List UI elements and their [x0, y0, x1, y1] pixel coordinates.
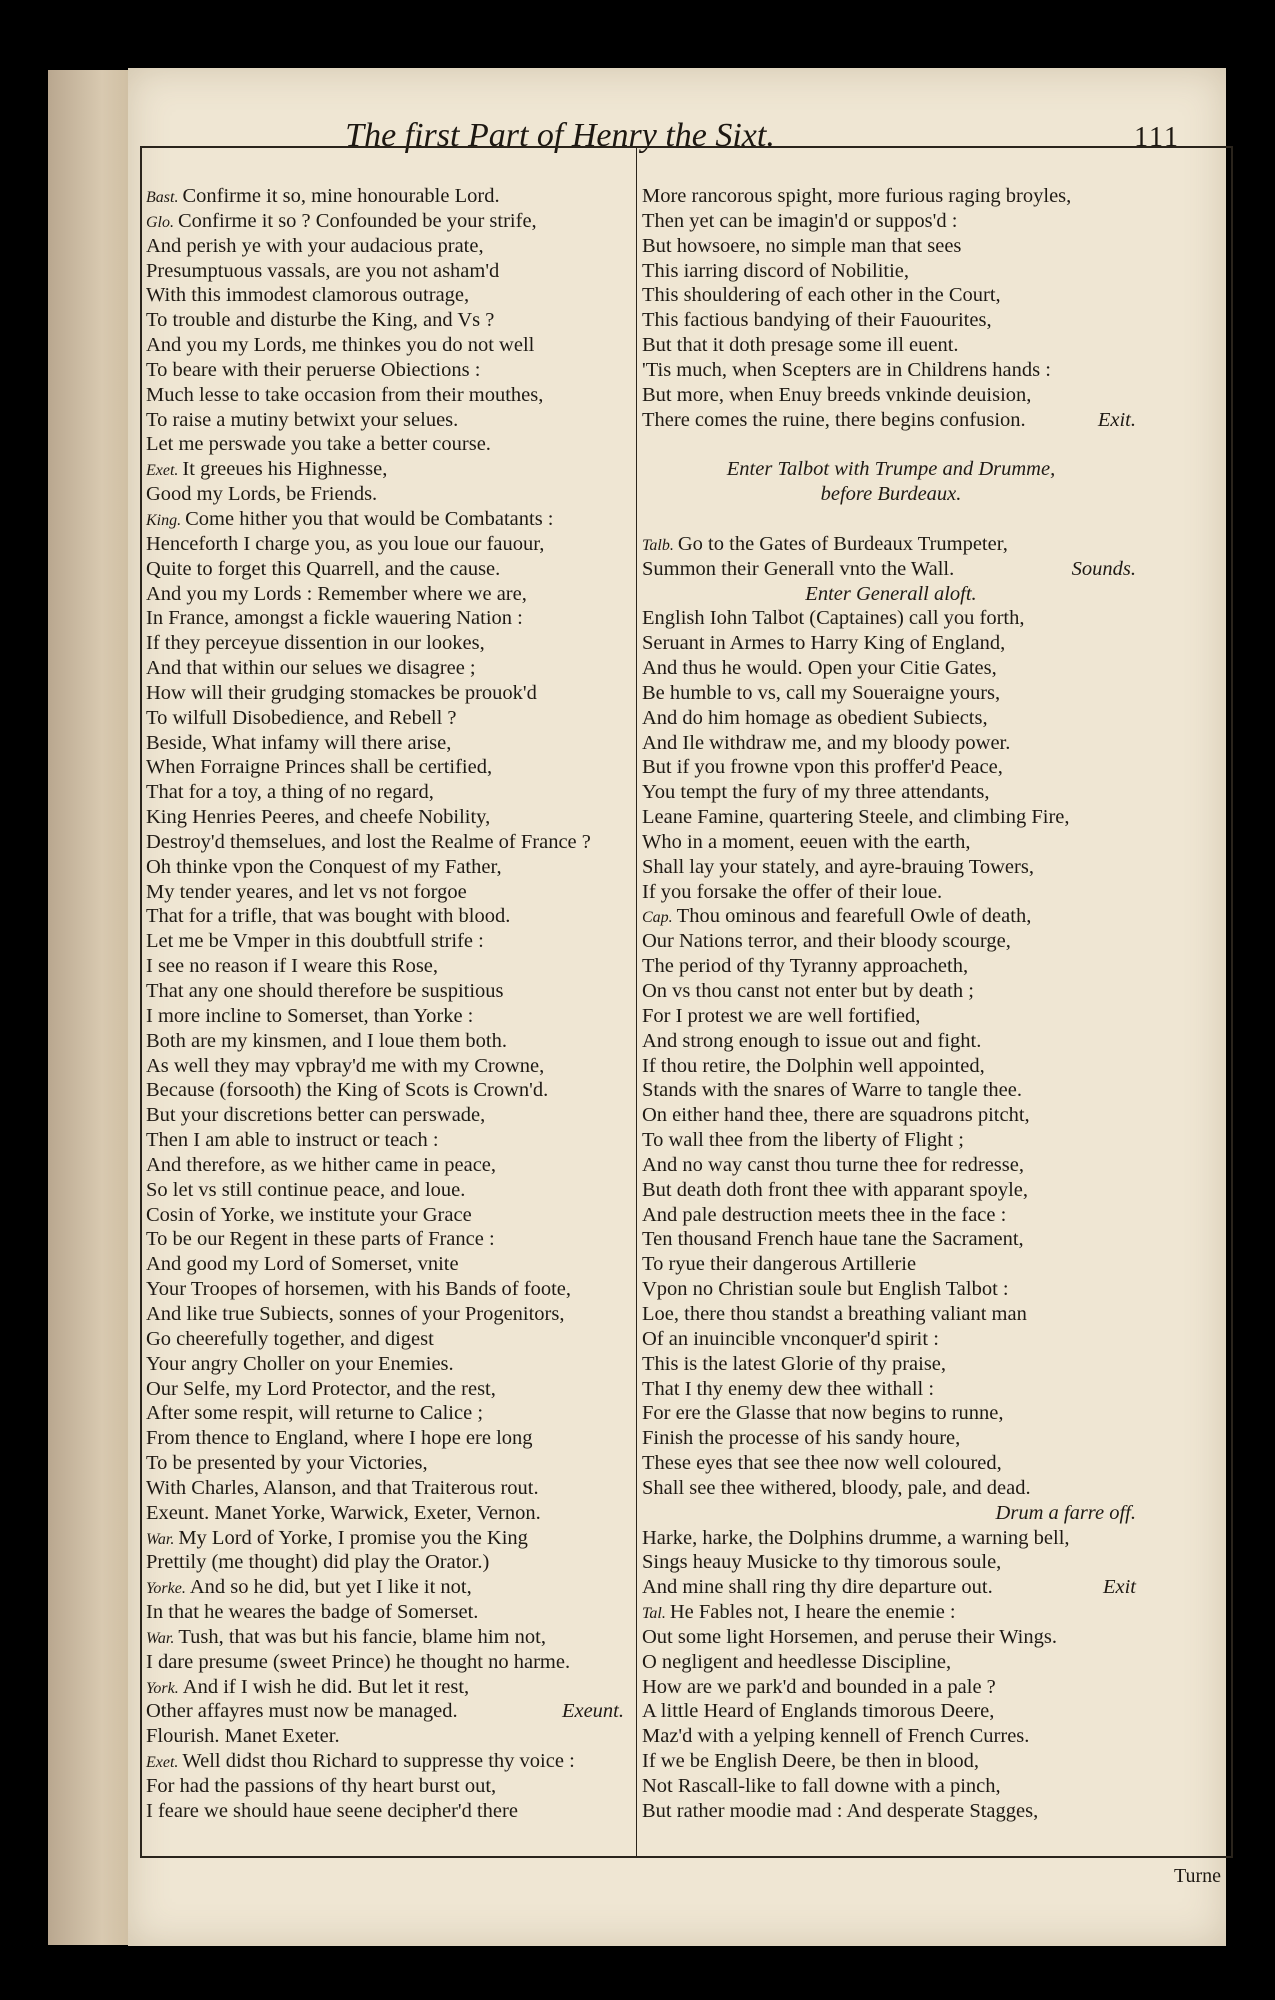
- line-text: More rancorous spight, more furious raging broyles,: [642, 185, 1072, 207]
- verse-line: [642, 706, 1140, 731]
- line-text: Leane Famine, quartering Steele, and climbing Fire,: [642, 806, 1070, 829]
- verse-line: [146, 1650, 628, 1675]
- line-text: Cosin of Yorke, we institute your Grace: [146, 1203, 472, 1226]
- verse-line: [146, 1675, 628, 1700]
- verse-line: [642, 308, 1140, 333]
- line-text: How are we park'd and bounded in a pale ?: [642, 1675, 996, 1698]
- line-text: Well didst thou Richard to suppresse thy voice :: [182, 1750, 575, 1773]
- line-text: And strong enough to issue out and fight.: [642, 1029, 982, 1052]
- line-text: I see no reason if I weare this Rose,: [146, 955, 439, 978]
- line-text: And mine shall ring thy dire departure out.: [642, 1576, 993, 1599]
- line-text: And like true Subiects, sonnes of your Progenitors,: [146, 1302, 565, 1325]
- verse-line: [146, 333, 628, 358]
- verse-line: [146, 1277, 628, 1302]
- line-text: On vs thou canst not enter but by death ;: [642, 980, 974, 1002]
- line-text: Finish the processe of his sandy houre,: [642, 1427, 961, 1450]
- verse-line: [642, 482, 1140, 507]
- line-text: O negligent and heedlesse Discipline,: [642, 1650, 952, 1673]
- line-text: This iarring discord of Nobilitie,: [642, 259, 910, 282]
- line-text: To raise a mutiny betwixt your selues.: [146, 408, 459, 431]
- verse-line: [146, 532, 628, 557]
- verse-line: [642, 1799, 1140, 1824]
- verse-line: [146, 929, 628, 954]
- verse-line: [146, 234, 628, 259]
- verse-line: [146, 1526, 628, 1551]
- verse-line: [146, 805, 628, 830]
- verse-line: [642, 656, 1140, 681]
- line-text: That I thy enemy dew thee withall :: [642, 1377, 935, 1400]
- line-text: He Fables not, I heare the enemie :: [669, 1601, 956, 1624]
- line-text: And pale destruction meets thee in the face :: [642, 1203, 1007, 1226]
- line-text: Seruant in Armes to Harry King of England,: [642, 632, 1006, 655]
- line-text: For ere the Glasse that now begins to runne,: [642, 1402, 1004, 1425]
- verse-line: [642, 507, 1140, 532]
- verse-line: [146, 184, 628, 209]
- line-text: And no way canst thou turne thee for redresse,: [642, 1153, 1024, 1176]
- line-text: It greeues his Highnesse,: [182, 458, 388, 481]
- line-text: And so he did, but yet I like it not,: [189, 1576, 472, 1599]
- line-text: Other affayres must now be managed.: [146, 1700, 458, 1723]
- line-text: Then yet can be imagin'd or suppos'd :: [642, 209, 958, 232]
- verse-line: [642, 1575, 1140, 1600]
- speaker-prefix: York.: [146, 1679, 179, 1697]
- verse-line: [642, 1327, 1140, 1352]
- line-text: With Charles, Alanson, and that Traiterous rout.: [146, 1476, 539, 1499]
- verse-line: [642, 457, 1140, 482]
- verse-line: [146, 1774, 628, 1799]
- line-text: Exeunt. Manet Yorke, Warwick, Exeter, Vernon.: [146, 1501, 541, 1524]
- stage-direction-sounds: Sounds.: [1071, 557, 1136, 580]
- verse-line: [146, 780, 628, 805]
- line-text: You tempt the fury of my three attendants,: [642, 781, 990, 804]
- stage-direction-drum: Drum a farre off.: [995, 1501, 1136, 1524]
- speaker-prefix: Talb.: [642, 536, 674, 554]
- verse-line: [642, 557, 1140, 582]
- line-text: Summon their Generall vnto the Wall.: [642, 557, 955, 580]
- verse-line: [642, 904, 1140, 929]
- bottom-rule: [142, 1856, 1233, 1858]
- verse-line: [642, 1749, 1140, 1774]
- verse-line: [642, 954, 1140, 979]
- line-text: Enter Generall aloft.: [805, 582, 977, 605]
- verse-line: [642, 1625, 1140, 1650]
- catchword: Turne: [1173, 1865, 1221, 1887]
- verse-line: [642, 432, 1140, 457]
- line-text: But if you frowne vpon this proffer'd Peace,: [642, 756, 1003, 779]
- verse-line: [642, 1401, 1140, 1426]
- verse-line: [146, 358, 628, 383]
- verse-line: [642, 1501, 1140, 1526]
- line-text: The period of thy Tyranny approacheth,: [642, 955, 969, 978]
- verse-line: [146, 1252, 628, 1277]
- speaker-prefix: Tal.: [642, 1605, 666, 1623]
- verse-line: [146, 681, 628, 706]
- verse-line: [146, 606, 628, 631]
- verse-line: [146, 1625, 628, 1650]
- line-text: And you my Lords, me thinkes you do not well: [146, 334, 535, 357]
- line-text: If you forsake the offer of their loue.: [642, 880, 943, 903]
- line-text: Harke, harke, the Dolphins drumme, a warning bell,: [642, 1526, 1070, 1549]
- verse-line: [642, 1103, 1140, 1128]
- line-text: And do him homage as obedient Subiects,: [642, 706, 988, 729]
- line-text: Confirme it so ? Confounded be your strife,: [178, 209, 537, 232]
- verse-line: [146, 1004, 628, 1029]
- verse-line: [642, 855, 1140, 880]
- line-text: Be humble to vs, call my Soueraigne yours,: [642, 681, 1001, 704]
- line-text: There comes the ruine, there begins confusion.: [642, 408, 1026, 431]
- verse-line: [146, 582, 628, 607]
- line-text: But death doth front thee with apparant spoyle,: [642, 1178, 1028, 1201]
- line-text: To trouble and disturbe the King, and Vs ?: [146, 309, 495, 332]
- line-text: This factious bandying of their Fauourites,: [642, 309, 992, 332]
- line-text: Go cheerefully together, and digest: [146, 1327, 434, 1350]
- line-text: How will their grudging stomackes be prouok'd: [146, 681, 537, 704]
- verse-line: [642, 383, 1140, 408]
- verse-line: [146, 1078, 628, 1103]
- running-title: The first Part of Henry the Sixt.: [345, 117, 775, 154]
- verse-line: [642, 731, 1140, 756]
- line-text: As well they may vpbray'd me with my Crowne,: [146, 1054, 545, 1077]
- line-text: Vpon no Christian soule but English Talbot :: [642, 1278, 1009, 1301]
- line-text: Quite to forget this Quarrell, and the cause.: [146, 557, 501, 580]
- verse-line: [146, 830, 628, 855]
- verse-line: [642, 780, 1140, 805]
- line-text: I dare presume (sweet Prince) he thought no harme.: [146, 1650, 571, 1673]
- verse-line: [146, 1203, 628, 1228]
- verse-line: [146, 904, 628, 929]
- verse-line: [146, 408, 628, 433]
- line-text: Not Rascall-like to fall downe with a pinch,: [642, 1775, 1001, 1797]
- verse-line: [146, 557, 628, 582]
- line-text: Shall see thee withered, bloody, pale, and dead.: [642, 1476, 1031, 1499]
- line-text: But that it doth presage some ill euent.: [642, 334, 959, 357]
- verse-line: [146, 1302, 628, 1327]
- verse-line: [146, 1426, 628, 1451]
- verse-line: [146, 432, 628, 457]
- verse-line: [642, 1277, 1140, 1302]
- line-text: And therefore, as we hither came in peace,: [146, 1153, 497, 1176]
- column-divider: [636, 148, 637, 1858]
- verse-line: [642, 1526, 1140, 1551]
- verse-line: [146, 1128, 628, 1153]
- stage-direction-exeunt: Exeunt.: [561, 1700, 624, 1723]
- line-text: I more incline to Somerset, than Yorke :: [146, 1004, 474, 1027]
- verse-line: [146, 731, 628, 756]
- verse-line: [146, 631, 628, 656]
- left-column: [146, 184, 628, 1824]
- line-text: Beside, What infamy will there arise,: [146, 731, 452, 754]
- speaker-prefix: Cap.: [642, 909, 673, 927]
- verse-line: [642, 1054, 1140, 1079]
- line-text: That for a toy, a thing of no regard,: [146, 781, 434, 804]
- line-text: In France, amongst a fickle wauering Nation :: [146, 607, 523, 630]
- verse-line: [642, 1600, 1140, 1625]
- verse-line: [146, 1550, 628, 1575]
- line-text: With this immodest clamorous outrage,: [146, 284, 470, 307]
- verse-line: [146, 482, 628, 507]
- line-text: And that within our selues we disagree ;: [146, 657, 476, 680]
- verse-line: [642, 1078, 1140, 1103]
- verse-line: [642, 532, 1140, 557]
- line-text: On either hand thee, there are squadrons pitcht,: [642, 1104, 1030, 1127]
- verse-line: [642, 929, 1140, 954]
- verse-line: [146, 507, 628, 532]
- page-number: 111: [1134, 122, 1180, 153]
- verse-line: [642, 1650, 1140, 1675]
- line-text: Go to the Gates of Burdeaux Trumpeter,: [677, 532, 1008, 555]
- verse-line: [146, 1352, 628, 1377]
- line-text: Come hither you that would be Combatants :: [185, 507, 554, 530]
- verse-line: [642, 358, 1140, 383]
- verse-line: [146, 383, 628, 408]
- line-text: This is the latest Glorie of thy praise,: [642, 1352, 947, 1375]
- speaker-prefix: War.: [146, 1629, 175, 1647]
- verse-line: [642, 1675, 1140, 1700]
- line-text: In that he weares the badge of Somerset.: [146, 1601, 479, 1624]
- verse-line: [146, 1153, 628, 1178]
- line-text: King Henries Peeres, and cheefe Nobility,: [146, 806, 491, 829]
- verse-line: [642, 631, 1140, 656]
- line-text: Your angry Choller on your Enemies.: [146, 1352, 454, 1375]
- line-text: Both are my kinsmen, and I loue them both.: [146, 1029, 507, 1052]
- line-text: Stands with the snares of Warre to tangle thee.: [642, 1079, 1022, 1102]
- line-text: Enter Talbot with Trumpe and Drumme,: [726, 458, 1056, 481]
- speaker-prefix: War.: [146, 1530, 175, 1548]
- line-text: Flourish. Manet Exeter.: [146, 1725, 340, 1748]
- verse-line: [146, 656, 628, 681]
- frame-right-rule: [1231, 146, 1233, 1858]
- verse-line: [642, 1476, 1140, 1501]
- line-text: If they perceyue dissention in our lookes,: [146, 632, 485, 655]
- line-text: Your Troopes of horsemen, with his Bands of foote,: [146, 1278, 572, 1301]
- line-text: For I protest we are well fortified,: [642, 1004, 921, 1027]
- line-text: And Ile withdraw me, and my bloody power.: [642, 731, 1011, 754]
- verse-line: [642, 283, 1140, 308]
- verse-line: [642, 1699, 1140, 1724]
- right-column: [642, 184, 1140, 1824]
- verse-line: [146, 880, 628, 905]
- verse-line: [642, 880, 1140, 905]
- line-text: Because (forsooth) the King of Scots is Crown'd.: [146, 1079, 549, 1102]
- verse-line: [146, 259, 628, 284]
- verse-line: [642, 1302, 1140, 1327]
- verse-line: [642, 805, 1140, 830]
- verse-line: [642, 1029, 1140, 1054]
- line-text: My Lord of Yorke, I promise you the King: [178, 1526, 528, 1549]
- verse-line: [642, 1724, 1140, 1749]
- verse-line: [642, 1774, 1140, 1799]
- verse-line: [642, 1426, 1140, 1451]
- line-text: I feare we should haue seene decipher'd there: [146, 1799, 518, 1822]
- speaker-prefix: Yorke.: [146, 1580, 186, 1598]
- verse-line: [146, 1501, 628, 1526]
- line-text: Of an inuincible vnconquer'd spirit :: [642, 1327, 939, 1350]
- verse-line: [146, 1451, 628, 1476]
- verse-line: [146, 1103, 628, 1128]
- line-text: From thence to England, where I hope ere long: [146, 1427, 533, 1450]
- verse-line: [146, 755, 628, 780]
- line-text: Our Selfe, my Lord Protector, and the rest,: [146, 1377, 496, 1400]
- verse-line: [146, 1227, 628, 1252]
- line-text: That any one should therefore be suspitious: [146, 980, 504, 1002]
- line-text: To wall thee from the liberty of Flight ;: [642, 1129, 964, 1152]
- line-text: Thou ominous and fearefull Owle of death,: [676, 905, 1032, 928]
- previous-page-edge: [48, 70, 138, 1945]
- line-text: before Burdeaux.: [820, 483, 962, 506]
- line-text: Let me perswade you take a better course.: [146, 433, 491, 456]
- verse-line: [642, 582, 1140, 607]
- verse-line: [146, 457, 628, 482]
- verse-line: [146, 1327, 628, 1352]
- verse-line: [642, 606, 1140, 631]
- verse-line: [642, 408, 1140, 433]
- verse-line: [146, 1029, 628, 1054]
- verse-line: [146, 855, 628, 880]
- line-text: To wilfull Disobedience, and Rebell ?: [146, 706, 457, 729]
- line-text: To beare with their peruerse Obiections :: [146, 358, 481, 381]
- verse-line: [146, 1054, 628, 1079]
- verse-line: [642, 1377, 1140, 1402]
- line-text: If thou retire, the Dolphin well appointed,: [642, 1054, 985, 1077]
- line-text: To be presented by your Victories,: [146, 1452, 428, 1475]
- line-text: Maz'd with a yelping kennell of French Curres.: [642, 1725, 1030, 1748]
- verse-line: [642, 1203, 1140, 1228]
- line-text: Ten thousand French haue tane the Sacrament,: [642, 1228, 1024, 1251]
- speaker-prefix: Exet.: [146, 462, 179, 480]
- line-text: And thus he would. Open your Citie Gates,: [642, 657, 997, 680]
- stage-direction-exit: Exit.: [1097, 408, 1136, 431]
- line-text: But your discretions better can perswade,: [146, 1104, 486, 1127]
- line-text: Prettily (me thought) did play the Orator.): [146, 1551, 490, 1574]
- line-text: After some respit, will returne to Calice ;: [146, 1402, 484, 1425]
- frame-left-rule: [140, 146, 142, 1858]
- line-text: Then I am able to instruct or teach :: [146, 1129, 439, 1152]
- line-text: And you my Lords : Remember where we are,: [146, 582, 527, 605]
- line-text: Destroy'd themselues, and lost the Realme of France ?: [146, 830, 591, 853]
- verse-line: [642, 755, 1140, 780]
- line-text: 'Tis much, when Scepters are in Childrens hands :: [642, 358, 1051, 381]
- verse-line: [146, 979, 628, 1004]
- verse-line: [642, 184, 1140, 209]
- line-text: To ryue their dangerous Artillerie: [642, 1253, 917, 1276]
- line-text: For had the passions of thy heart burst out,: [146, 1775, 497, 1797]
- verse-line: [642, 234, 1140, 259]
- line-text: So let vs still continue peace, and loue.: [146, 1178, 466, 1201]
- speaker-prefix: King.: [146, 511, 182, 529]
- line-text: But howsoere, no simple man that sees: [642, 234, 962, 257]
- verse-line: [642, 979, 1140, 1004]
- verse-line: [146, 1575, 628, 1600]
- line-text: And good my Lord of Somerset, vnite: [146, 1253, 459, 1276]
- line-text: English Iohn Talbot (Captaines) call you forth,: [642, 607, 1025, 630]
- stage-direction-exit: Exit: [1102, 1576, 1136, 1599]
- verse-line: [642, 1252, 1140, 1277]
- verse-line: [642, 1128, 1140, 1153]
- verse-line: [642, 681, 1140, 706]
- verse-line: [642, 1153, 1140, 1178]
- line-text: A little Heard of Englands timorous Deere,: [642, 1700, 995, 1723]
- line-text: And if I wish he did. But let it rest,: [182, 1675, 470, 1698]
- line-text: Sings heauy Musicke to thy timorous soule,: [642, 1551, 1002, 1574]
- line-text: Presumptuous vassals, are you not asham'd: [146, 259, 500, 282]
- line-text: Oh thinke vpon the Conquest of my Father,: [146, 855, 502, 878]
- line-text: Henceforth I charge you, as you loue our fauour,: [146, 532, 545, 555]
- verse-line: [642, 1352, 1140, 1377]
- speaker-prefix: Bast.: [146, 189, 179, 206]
- line-text: Tush, that was but his fancie, blame him not,: [178, 1625, 546, 1648]
- verse-line: [642, 209, 1140, 234]
- line-text: When Forraigne Princes shall be certified,: [146, 756, 493, 779]
- verse-line: [146, 1724, 628, 1749]
- line-text: Good my Lords, be Friends.: [146, 483, 378, 506]
- line-text: Shall lay your stately, and ayre-brauing Towers,: [642, 855, 1034, 878]
- verse-line: [642, 1004, 1140, 1029]
- verse-line: [642, 1451, 1140, 1476]
- line-text: Much lesse to take occasion from their mouthes,: [146, 383, 544, 406]
- line-text: Let me be Vmper in this doubtfull strife :: [146, 930, 484, 953]
- line-text: But rather moodie mad : And desperate Stagges,: [642, 1799, 1039, 1822]
- verse-line: [146, 954, 628, 979]
- line-text: And perish ye with your audacious prate,: [146, 234, 484, 257]
- verse-line: [146, 209, 628, 234]
- verse-line: [146, 1377, 628, 1402]
- line-text: That for a trifle, that was bought with blood.: [146, 905, 511, 928]
- verse-line: [146, 1476, 628, 1501]
- line-text: If we be English Deere, be then in blood,: [642, 1750, 980, 1773]
- speaker-prefix: Glo.: [146, 213, 174, 231]
- verse-line: [146, 283, 628, 308]
- verse-line: [146, 1799, 628, 1824]
- line-text: To be our Regent in these parts of France :: [146, 1228, 495, 1251]
- line-text: Confirme it so, mine honourable Lord.: [182, 185, 500, 207]
- verse-line: [642, 259, 1140, 284]
- line-text: Our Nations terror, and their bloody scourge,: [642, 930, 1011, 953]
- line-text: Loe, there thou standst a breathing valiant man: [642, 1302, 1027, 1325]
- verse-line: [146, 1699, 628, 1724]
- verse-line: [146, 1749, 628, 1774]
- verse-line: [146, 706, 628, 731]
- verse-line: [642, 333, 1140, 358]
- verse-line: [642, 830, 1140, 855]
- line-text: My tender yeares, and let vs not forgoe: [146, 880, 467, 903]
- verse-line: [146, 308, 628, 333]
- verse-line: [146, 1178, 628, 1203]
- verse-line: [642, 1227, 1140, 1252]
- line-text: Who in a moment, eeuen with the earth,: [642, 830, 971, 853]
- line-text: This shouldering of each other in the Court,: [642, 284, 1001, 307]
- verse-line: [642, 1178, 1140, 1203]
- line-text: Out some light Horsemen, and peruse their Wings.: [642, 1625, 1057, 1648]
- verse-line: [146, 1401, 628, 1426]
- line-text: But more, when Enuy breeds vnkinde deuision,: [642, 383, 1032, 406]
- line-text: These eyes that see thee now well coloured,: [642, 1452, 1002, 1475]
- header-rule: [142, 146, 1233, 148]
- verse-line: [642, 1550, 1140, 1575]
- verse-line: [146, 1600, 628, 1625]
- speaker-prefix: Exet.: [146, 1754, 179, 1772]
